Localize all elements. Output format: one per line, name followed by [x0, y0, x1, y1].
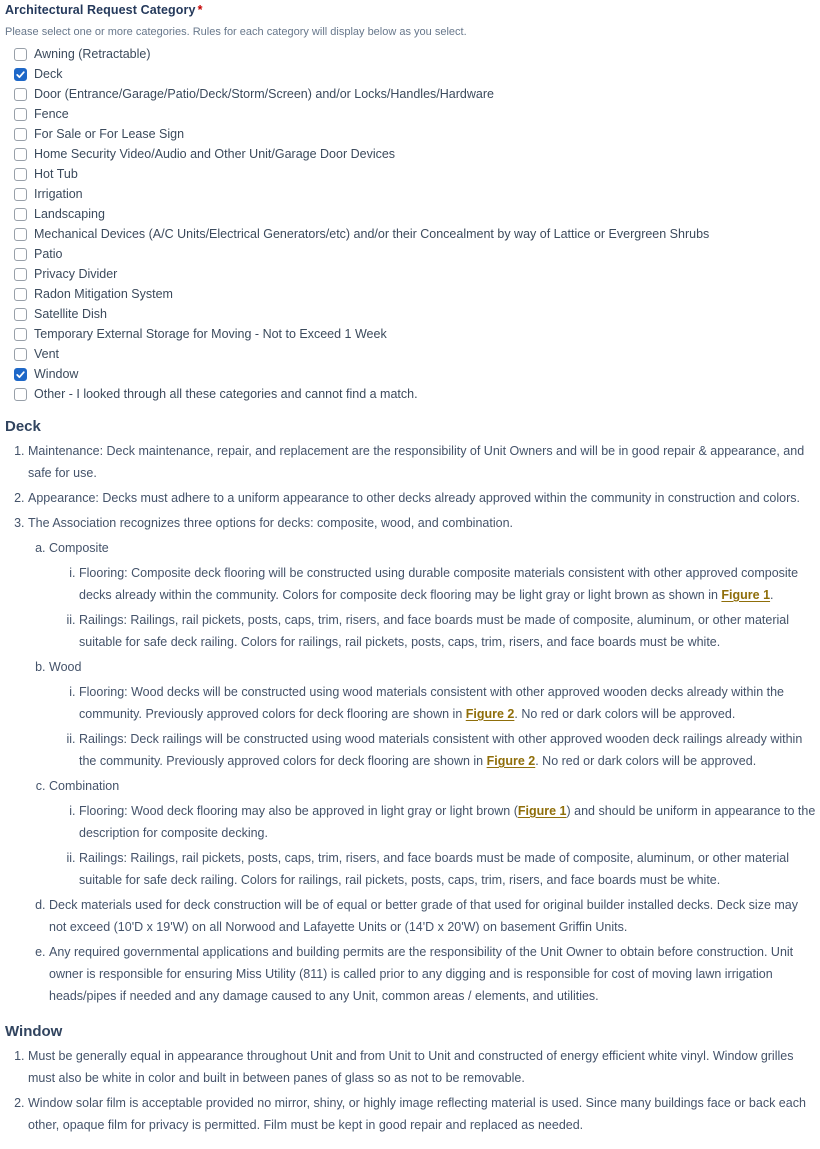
page-title — [5, 3, 816, 17]
section-title: Deck — [5, 418, 41, 435]
checkbox-unchecked-icon[interactable] — [14, 268, 27, 281]
category-option-label: Door (Entrance/Garage/Patio/Deck/Storm/Screen) and/or Locks/Handles/Hardware — [34, 87, 494, 101]
checkbox-unchecked-icon[interactable] — [14, 188, 27, 201]
rule-list-lower-roman — [49, 562, 816, 653]
checkbox-unchecked-icon[interactable] — [14, 308, 27, 321]
checkbox-unchecked-icon[interactable] — [14, 228, 27, 241]
category-option-label: Temporary External Storage for Moving - Not to Exceed 1 Week — [34, 327, 387, 341]
rule-list-lower-alpha — [28, 537, 816, 1007]
category-option-label: Satellite Dish — [34, 307, 107, 321]
figure-link[interactable]: Figure 2 — [486, 754, 536, 768]
category-option-row[interactable] — [5, 124, 816, 144]
rule-list-lower-roman — [49, 800, 816, 891]
rule-list-lower-roman — [49, 681, 816, 772]
category-option-row[interactable] — [5, 244, 816, 264]
category-option-row[interactable] — [5, 324, 816, 344]
rule-item: 1. Maintenance: Deck maintenance, repair, and replacement are the responsibility of Unit Owners and will be in good repair & appearance, and safe for use. — [28, 440, 816, 484]
category-option-row[interactable] — [5, 344, 816, 364]
category-option-label: Radon Mitigation System — [34, 287, 173, 301]
checkbox-unchecked-icon[interactable] — [14, 388, 27, 401]
rule-item: 2. Appearance: Decks must adhere to a uniform appearance to other decks already approved within the community in construction and colors. — [28, 487, 816, 509]
category-option-label: Mechanical Devices (A/C Units/Electrical Generators/etc) and/or their Concealment by way of Lattice or Evergreen Shrubs — [34, 227, 710, 241]
checkbox-unchecked-icon[interactable] — [14, 248, 27, 261]
category-option-row[interactable] — [5, 44, 816, 64]
checkbox-unchecked-icon[interactable] — [14, 328, 27, 341]
rule-item: 1. Must be generally equal in appearance throughout Unit and from Unit to Unit and constructed of energy efficient white vinyl. Window grilles must also be white in color and built in between panes of glass so as not to be removable. — [28, 1045, 816, 1089]
category-option-label: Privacy Divider — [34, 267, 118, 281]
checkbox-unchecked-icon[interactable] — [14, 88, 27, 101]
checkbox-unchecked-icon[interactable] — [14, 128, 27, 141]
required-asterisk: * — [197, 3, 203, 17]
rule-item: ii. Railings: Railings, rail pickets, posts, caps, trim, risers, and face boards must be made of composite, aluminum, or other material suitable for safe deck railing. Colors for railings, rail pickets, posts, caps, trim, risers, and face boards must be white. — [79, 609, 816, 653]
figure-link[interactable]: Figure 2 — [465, 707, 515, 721]
category-option-label: Deck — [34, 67, 63, 81]
category-option-label: Other - I looked through all these categories and cannot find a match. — [34, 387, 418, 401]
category-option-label: Hot Tub — [34, 167, 78, 181]
checkbox-unchecked-icon[interactable] — [14, 108, 27, 121]
category-option-label: Awning (Retractable) — [34, 47, 151, 61]
checkbox-unchecked-icon[interactable] — [14, 288, 27, 301]
category-option-label: Irrigation — [34, 187, 83, 201]
checkbox-unchecked-icon[interactable] — [14, 208, 27, 221]
rule-item: i. Flooring: Wood deck flooring may also be approved in light gray or light brown (Figure 1) and should be uniform in appearance to the description for composite decking. — [79, 800, 816, 844]
category-option-row[interactable] — [5, 184, 816, 204]
category-option-row[interactable] — [5, 284, 816, 304]
category-option-row[interactable] — [5, 304, 816, 324]
rule-item: d. Deck materials used for deck construction will be of equal or better grade of that used for original builder installed decks. Deck size may not exceed (10'D x 19'W) on all Norwood and Lafayette Units or (14'D x 20'W) on basement Griffin Units. — [49, 894, 816, 938]
checkbox-unchecked-icon[interactable] — [14, 168, 27, 181]
category-option-label: Window — [34, 367, 79, 381]
category-checkbox-list — [5, 44, 816, 404]
category-option-row[interactable] — [5, 64, 816, 84]
rule-item: a. Composite i. Flooring: Composite deck flooring will be constructed using durable composite materials consistent with other approved composite decks already within the community. Colors for composite deck flooring may be light gray or light brown as shown in Figure 1. ii. Railings: Railings, rail pickets, posts, caps, trim, risers, and face boards must be made of composite, aluminum, or other material suitable for safe deck railing. Colors for railings, rail pickets, posts, caps, trim, risers, and face boards must be white. — [49, 537, 816, 653]
rule-list-decimal — [5, 1045, 816, 1136]
checkbox-unchecked-icon[interactable] — [14, 48, 27, 61]
figure-link[interactable]: Figure 1 — [721, 588, 771, 602]
rule-item: c. Combination i. Flooring: Wood deck flooring may also be approved in light gray or light brown (Figure 1) and should be uniform in appearance to the description for composite decking. ii. Railings: Railings, rail pickets, posts, caps, trim, risers, and face boards must be made of composite, aluminum, or other material suitable for safe deck railing. Colors for railings, rail pickets, posts, caps, trim, risers, and face boards must be white. — [49, 775, 816, 891]
category-option-row[interactable] — [5, 204, 816, 224]
checkbox-unchecked-icon[interactable] — [14, 148, 27, 161]
rule-item: e. Any required governmental applications and building permits are the responsibility of the Unit Owner to obtain before construction. Unit owner is responsible for ensuring Miss Utility (811) is called prior to any digging and is responsible for cost of moving lawn irrigation heads/pipes if needed and any damage caused to any Unit, common areas / elements, and utilities. — [49, 941, 816, 1007]
rule-item: b. Wood i. Flooring: Wood decks will be constructed using wood materials consistent with other approved wooden decks already within the community. Previously approved colors for deck flooring are shown in Figure 2. No red or dark colors will be approved. ii. Railings: Deck railings will be constructed using wood materials consistent with other approved wooden deck railings already within the community. Previously approved colors for deck flooring are shown in Figure 2. No red or dark colors will be approved. — [49, 656, 816, 772]
category-option-row[interactable] — [5, 144, 816, 164]
category-option-row[interactable] — [5, 384, 816, 404]
section-title: Window — [5, 1023, 63, 1040]
category-option-row[interactable] — [5, 264, 816, 284]
category-option-label: Landscaping — [34, 207, 105, 221]
category-option-label: Fence — [34, 107, 69, 121]
checkbox-checked-icon[interactable] — [14, 368, 27, 381]
rule-item: ii. Railings: Railings, rail pickets, posts, caps, trim, risers, and face boards must be made of composite, aluminum, or other material suitable for safe deck railing. Colors for railings, rail pickets, posts, caps, trim, risers, and face boards must be white. — [79, 847, 816, 891]
rule-item: ii. Railings: Deck railings will be constructed using wood materials consistent with other approved wooden deck railings already within the community. Previously approved colors for deck flooring are shown in Figure 2. No red or dark colors will be approved. — [79, 728, 816, 772]
figure-link[interactable]: Figure 1 — [517, 804, 567, 818]
field-help-text: Please select one or more categories. Rules for each category will display below as you select. — [5, 26, 467, 38]
category-option-label: Patio — [34, 247, 63, 261]
category-option-label: For Sale or For Lease Sign — [34, 127, 185, 141]
category-option-row[interactable] — [5, 104, 816, 124]
category-option-label: Home Security Video/Audio and Other Unit/Garage Door Devices — [34, 147, 396, 161]
category-option-row[interactable] — [5, 164, 816, 184]
rule-list-decimal — [5, 440, 816, 1007]
category-option-row[interactable] — [5, 84, 816, 104]
rule-item: 3. The Association recognizes three options for decks: composite, wood, and combination. a. Composite i. Flooring: Composite deck flooring will be constructed using durable composite materials consistent with other approved composite decks already within the community. Colors for composite deck flooring may be light gray or light brown as shown in Figure 1. ii. Railings: Railings, rail pickets, posts, caps, trim, risers, and face boards must be made of composite, aluminum, or other material suitable for safe deck railing. Colors for railings, rail pickets, posts, caps, trim, risers, and face boards must be white. b. Wood i. Flooring: Wood decks will be constructed using wood materials consistent with other approved wooden decks already within the community. Previously approved colors for deck flooring are shown in Figure 2. No red or dark colors will be approved. ii. Railings: Deck railings will be constructed using wood materials consistent with other approved wooden deck railings already within the community. Previously approved colors for deck flooring are shown in Figure 2. No red or dark colors will be approved. c. Combination i. Flooring: Wood deck flooring may also be approved in light gray or light brown (Figure 1) and should be uniform in appearance to the description for composite decking. ii. Railings: Railings, rail pickets, posts, caps, trim, risers, and face boards must be made of composite, aluminum, or other material suitable for safe deck railing. Colors for railings, rail pickets, posts, caps, trim, risers, and face boards must be white. d. Deck materials used for deck construction will be of equal or better grade of that used for original builder installed decks. Deck size may not exceed (10'D x 19'W) on all Norwood and Lafayette Units or (14'D x 20'W) on basement Griffin Units. e. Any required governmental applications and building permits are the responsibility of the Unit Owner to obtain before construction. Unit owner is responsible for ensuring Miss Utility (811) is called prior to any digging and is responsible for cost of moving lawn irrigation heads/pipes if needed and any damage caused to any Unit, common areas / elements, and utilities. — [28, 512, 816, 1007]
rules-sections — [5, 418, 816, 1136]
field-label: Architectural Request Category — [5, 3, 196, 17]
rule-item: i. Flooring: Wood decks will be constructed using wood materials consistent with other approved wooden decks already within the community. Previously approved colors for deck flooring are shown in Figure 2. No red or dark colors will be approved. — [79, 681, 816, 725]
rule-item: i. Flooring: Composite deck flooring will be constructed using durable composite materials consistent with other approved composite decks already within the community. Colors for composite deck flooring may be light gray or light brown as shown in Figure 1. — [79, 562, 816, 606]
checkbox-checked-icon[interactable] — [14, 68, 27, 81]
checkbox-unchecked-icon[interactable] — [14, 348, 27, 361]
category-option-row[interactable] — [5, 364, 816, 384]
rule-item: 2. Window solar film is acceptable provided no mirror, shiny, or highly image reflecting material is used. Since many buildings face or back each other, opaque film for privacy is permitted. Film must be kept in good repair and replaced as needed. — [28, 1092, 816, 1136]
category-option-label: Vent — [34, 347, 60, 361]
category-option-row[interactable] — [5, 224, 816, 244]
